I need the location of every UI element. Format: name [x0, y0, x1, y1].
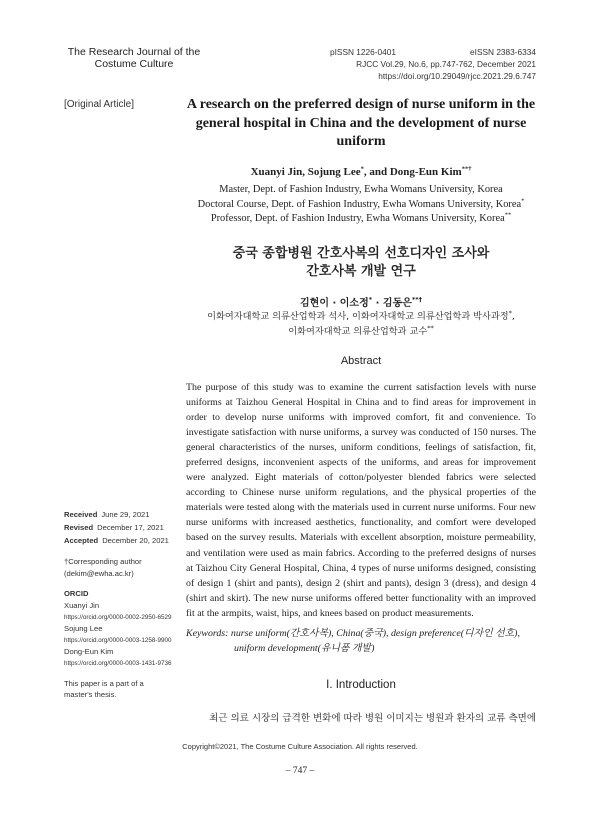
- keywords-label: Keywords:: [186, 628, 229, 639]
- affiliations-korean: [176, 309, 546, 339]
- corresponding-author: †Corresponding author (dekim@ewha.ac.kr): [64, 556, 186, 579]
- orcid-link[interactable]: https://orcid.org/0000-0003-1431-9736: [64, 659, 172, 667]
- pissn: pISSN 1226-0401: [330, 47, 396, 57]
- page-number: – 747 –: [285, 766, 315, 776]
- orcid-link[interactable]: https://orcid.org/0000-0002-2950-6529: [64, 613, 172, 621]
- author-2: Sojung Lee: [307, 166, 361, 178]
- orcid-list: [64, 600, 186, 670]
- article-side-info: [64, 508, 186, 701]
- abstract-heading: Abstract: [340, 355, 382, 367]
- journal-name: The Research Journal of the Costume Culture: [67, 46, 201, 70]
- received-date: Received June 29, 2021: [64, 510, 150, 519]
- title-korean: [186, 245, 536, 281]
- affiliations-english: [176, 183, 546, 227]
- authors-english: [186, 166, 536, 178]
- keywords: [186, 626, 536, 656]
- introduction-heading: I. Introduction: [326, 679, 396, 691]
- title-korean-line-2: 간호사복 개발 연구: [306, 264, 416, 279]
- introduction-text: 최근 의료 시장의 급격한 변화에 따라 병원 이미지는 병원과 환자의 교류 측면에: [209, 713, 536, 724]
- authors-korean: 김현이 · 이소정* · 김동은**†: [300, 295, 422, 309]
- author-2-mark: *: [360, 165, 364, 173]
- doi-link[interactable]: https://doi.org/10.29049/rjcc.2021.29.6.747: [378, 71, 536, 81]
- affiliation-korean-2: 이화여자대학교 의류산업학과 교수**: [288, 323, 434, 337]
- affiliation-korean-1: 이화여자대학교 의류산업학과 석사, 이화여자대학교 의류산업학과 박사과정*,: [207, 308, 515, 322]
- keywords-line-2: uniform development(유니폼 개발): [234, 643, 375, 654]
- abstract-body: The purpose of this study was to examine the current satisfaction levels with nurse uniforms at Taizhou General Hospital in China and to find areas for improvement in order to develop nurse uniforms with improved comfort, fit and convenience. To investigate satisfaction with nurse uniforms, a survey was conducted of 150 nurses. The general characteristics of the nurses, uniform conditions, feelings of satisfaction, fit, preferred designs, inconvenient aspects of the uniforms, and areas for improvement were analyzed. Eight materials of cotton/polyester blended fabrics were selected according to Chinese nurse uniform regulations, and the physical properties of the materials were tested along with the materials used in current nurse uniforms. Four new nurse uniforms with increased aesthetics, functionality, and comfort were developed based on the survey results. Materials with excellent absorption, moisture permeability, and ventilation were used as main fabrics. According to the preferred designs of nurses at Taizhou City General Hospital, China, 4 types of nurse uniforms designed, consisting of design 1 (shirt and pants), design 2 (shirt and pants), design 3 (dress), and design 4 (shirt and skirt). The new nurse uniforms offered better functionality with an improved fit at the armpits, waist, hips, and knees based on product measurements.: [186, 382, 536, 619]
- copyright-notice: Copyright©2021, The Costume Culture Association. All rights reserved.: [182, 742, 418, 751]
- author-3-mark: **†: [461, 165, 472, 173]
- orcid-heading: ORCID: [64, 589, 89, 598]
- affiliation-1: Master, Dept. of Fashion Industry, Ewha Womans University, Korea: [219, 184, 503, 195]
- orcid-link[interactable]: https://orcid.org/0000-0003-1258-9900: [64, 636, 172, 644]
- corresponding-email[interactable]: (dekim@ewha.ac.kr): [64, 568, 134, 578]
- journal-metadata: [330, 46, 536, 82]
- citation: RJCC Vol.29, No.6, pp.747-762, December 2021: [356, 59, 536, 69]
- article-type: [Original Article]: [64, 99, 135, 110]
- author-3: Dong-Eun Kim: [389, 166, 462, 178]
- keywords-line-1: nurse uniform(간호사복), China(중국), design preference(디자인 선호),: [230, 628, 520, 639]
- affiliation-3: Professor, Dept. of Fashion Industry, Ewha Womans University, Korea**: [210, 211, 512, 225]
- title-korean-line-1: 중국 종합병원 간호사복의 선호디자인 조사와: [232, 246, 490, 261]
- eissn: eISSN 2383-6334: [470, 47, 536, 57]
- author-3-conj: , and: [363, 166, 388, 178]
- accepted-date: Accepted December 20, 2021: [64, 536, 169, 545]
- orcid-name: Xuanyi Jin: [64, 601, 100, 610]
- orcid-name: Sojung Lee: [64, 624, 103, 634]
- title-english: A research on the preferred design of nurse uniform in the general hospital in China and the development of nurse uniform: [186, 97, 536, 149]
- orcid-name: Dong-Eun Kim: [64, 647, 114, 657]
- thesis-note: This paper is a part of a master's thesis.: [64, 678, 144, 700]
- revised-date: Revised December 17, 2021: [64, 523, 164, 532]
- author-1: Xuanyi Jin,: [250, 166, 305, 178]
- affiliation-2: Doctoral Course, Dept. of Fashion Industry, Ewha Womans University, Korea*: [197, 197, 525, 210]
